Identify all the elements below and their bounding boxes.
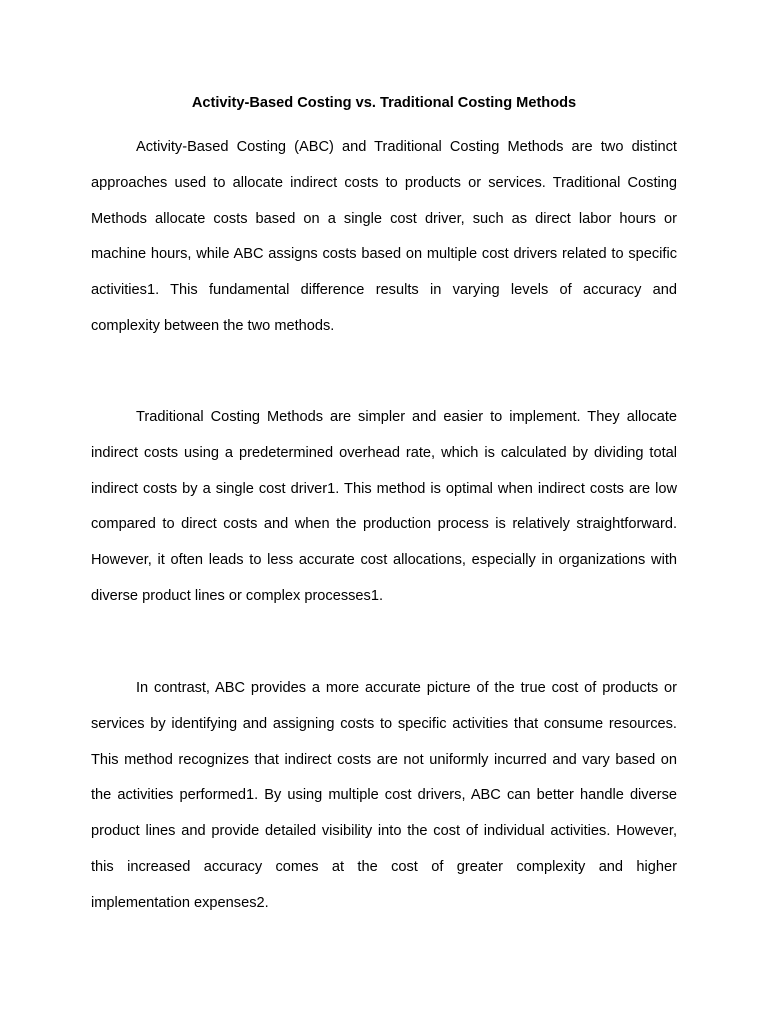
paragraph-2: Traditional Costing Methods are simpler and easier to implement. They allocate indirect costs using a predetermined overhead rate, which is calculated by dividing total indirect costs by a single cost driver1. This method is optimal when indirect costs are low compared to direct costs and when the production process is relatively straightforward. However, it often leads to less accurate cost allocations, especially in organizations with diverse product lines or complex processes1. bbox=[91, 409, 677, 604]
document-title: Activity-Based Costing vs. Traditional Costing Methods bbox=[191, 95, 577, 111]
paragraph-1: Activity-Based Costing (ABC) and Traditional Costing Methods are two distinct approaches used to allocate indirect costs to products or services. Traditional Costing Methods allocate costs based on a single cost driver, such as direct labor hours or machine hours, while ABC assigns costs based on multiple cost drivers related to specific activities1. This fundamental difference results in varying levels of accuracy and complexity between the two methods. bbox=[91, 139, 677, 334]
paragraph-3: In contrast, ABC provides a more accurate picture of the true cost of products or services by identifying and assigning costs to specific activities that consume resources. This method recognizes that indirect costs are not uniformly incurred and vary based on the activities performed1. By using multiple cost drivers, ABC can better handle diverse product lines and provide detailed visibility into the cost of individual activities. However, this increased accuracy comes at the cost of greater complexity and higher implementation expenses2. bbox=[91, 680, 677, 911]
